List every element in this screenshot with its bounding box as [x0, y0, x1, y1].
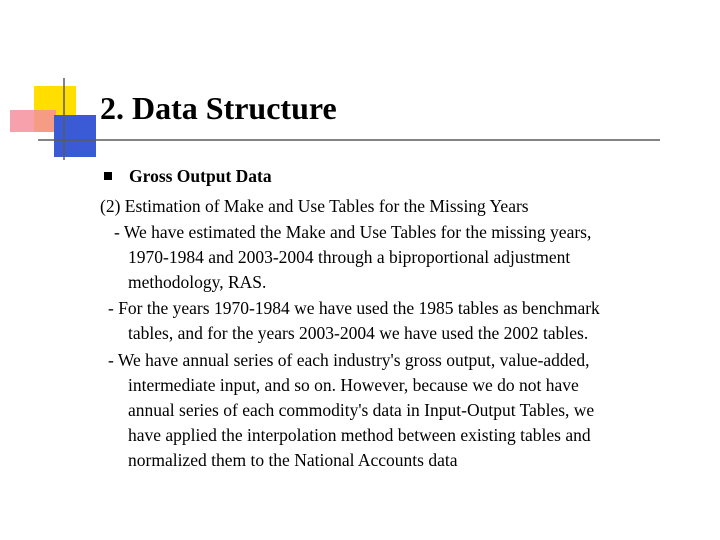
paragraph-line: - We have estimated the Make and Use Tables for the missing years,: [114, 222, 592, 242]
paragraph-line: tables, and for the years 2003-2004 we have used the 2002 tables.: [128, 323, 589, 343]
paragraph-line: - We have annual series of each industry's gross output, value-added,: [108, 350, 590, 370]
paragraph-line: methodology, RAS.: [128, 272, 267, 292]
bullet-heading: Gross Output Data: [129, 166, 272, 186]
paragraph-line: annual series of each commodity's data in Input-Output Tables, we: [128, 400, 595, 420]
paragraph-line: - For the years 1970-1984 we have used the 1985 tables as benchmark: [108, 298, 600, 318]
paragraph-line: normalized them to the National Accounts data: [128, 450, 458, 470]
paragraph-line: intermediate input, and so on. However, because we do not have: [128, 375, 579, 395]
subheading: (2) Estimation of Make and Use Tables for the Missing Years: [100, 196, 529, 216]
paragraph-line: have applied the interpolation method between existing tables and: [128, 425, 591, 445]
slide-title: 2. Data Structure: [100, 90, 337, 126]
paragraph-line: 1970-1984 and 2003-2004 through a biproportional adjustment: [128, 247, 571, 267]
square-bullet-icon: [104, 172, 112, 180]
